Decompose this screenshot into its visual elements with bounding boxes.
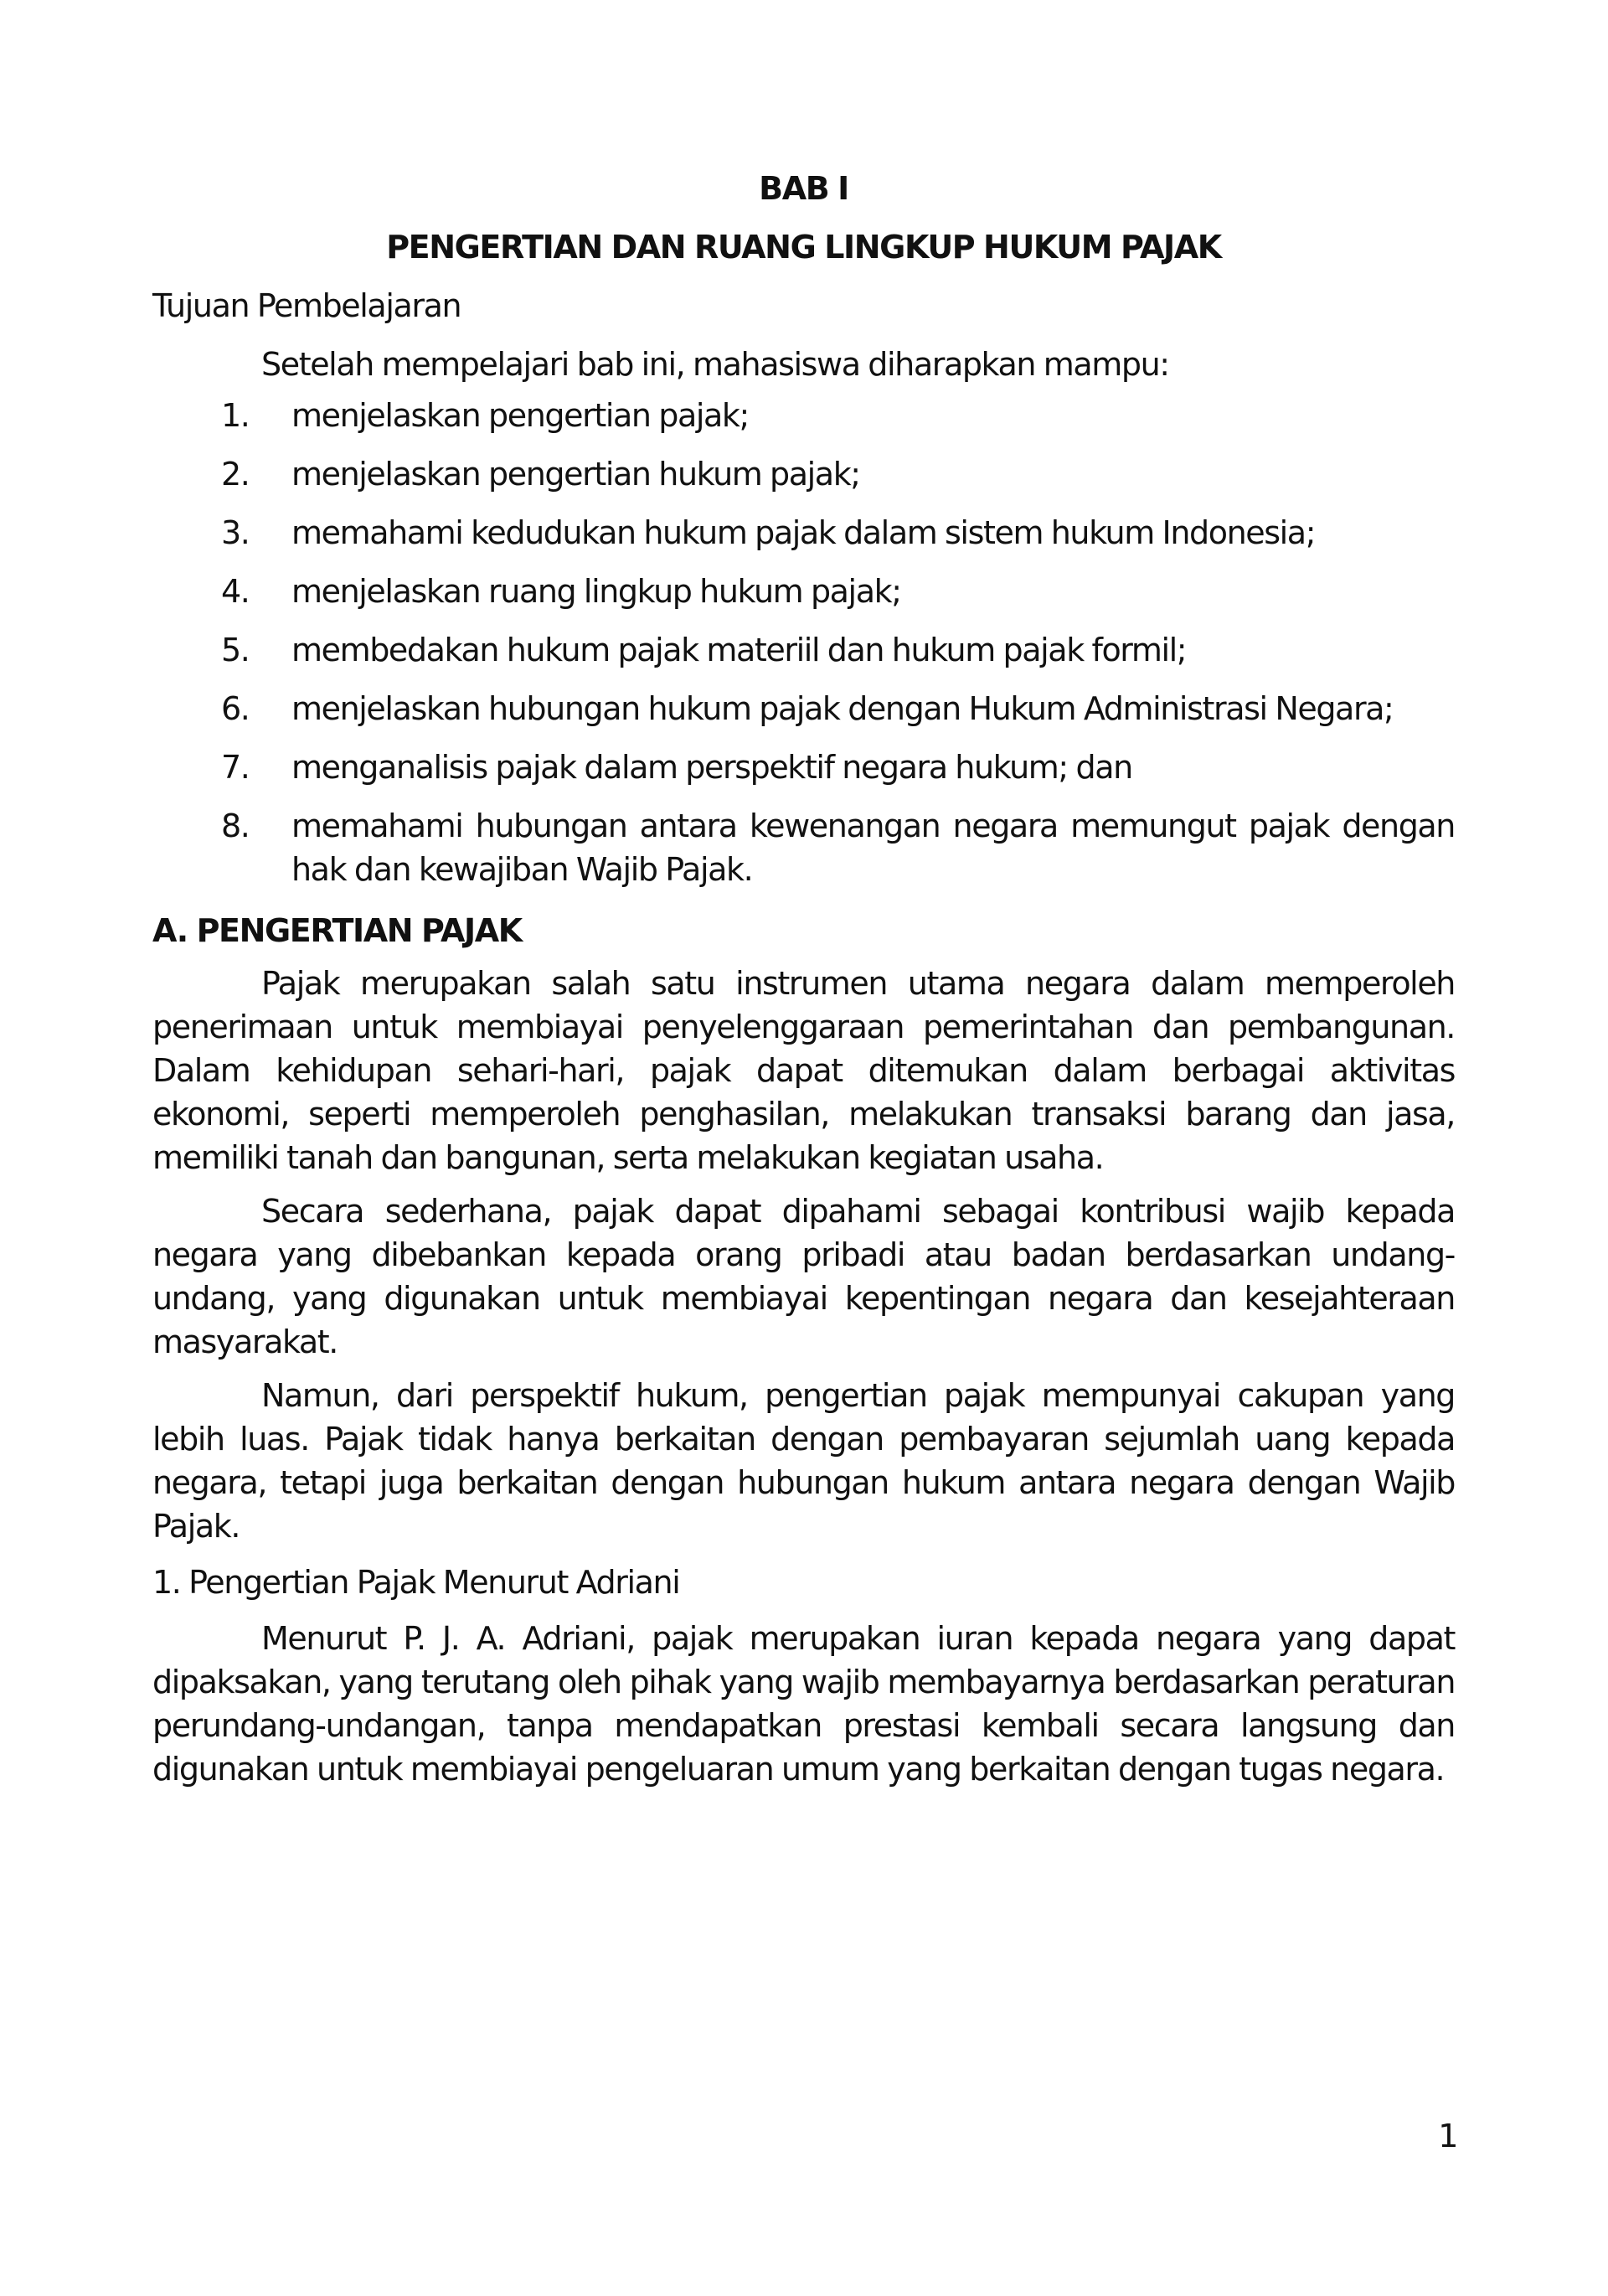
objectives-intro: Setelah mempelajari bab ini, mahasiswa diharapkan mampu: (261, 346, 1169, 383)
body-paragraph: Secara sederhana, pajak dapat dipahami sebagai kontribusi wajib kepada negara yang dibebankan kepada orang pribadi atau badan berdasarkan undang-undang, yang digunakan untuk membiayai kepentingan negara dan kesejahteraan masyarakat. (152, 1193, 1455, 1360)
list-number: 3. (221, 514, 250, 551)
list-text: memahami kedudukan hukum pajak dalam sistem hukum Indonesia; (291, 514, 1316, 551)
list-number: 2. (221, 456, 250, 493)
list-text: menjelaskan pengertian hukum pajak; (291, 456, 860, 493)
list-item (152, 628, 1455, 672)
chapter-label: BAB I (759, 170, 848, 207)
list-number: 8. (221, 807, 250, 844)
list-item (152, 570, 1455, 613)
list-text: menjelaskan hubungan hukum pajak dengan Hukum Administrasi Negara; (291, 690, 1394, 727)
chapter-title: PENGERTIAN DAN RUANG LINGKUP HUKUM PAJAK (386, 229, 1221, 266)
body-paragraph: Pajak merupakan salah satu instrumen utama negara dalam memperoleh penerimaan untuk membiayai penyelenggaraan pemerintahan dan pembangunan. Dalam kehidupan sehari-hari, pajak dapat ditemukan dalam berbagai aktivitas ekonomi, seperti memperoleh penghasilan, melakukan transaksi barang dan jasa, memiliki tanah dan bangunan, serta melakukan kegiatan usaha. (152, 965, 1455, 1176)
objectives-list (152, 394, 1455, 891)
list-item (152, 746, 1455, 789)
list-text: menjelaskan pengertian pajak; (291, 397, 749, 434)
subsection-heading: 1. Pengertian Pajak Menurut Adriani (152, 1564, 680, 1601)
document-page (152, 159, 1455, 1801)
body-paragraph: Namun, dari perspektif hukum, pengertian pajak mempunyai cakupan yang lebih luas. Pajak tidak hanya berkaitan dengan pembayaran sejumlah uang kepada negara, tetapi juga berkaitan dengan hubungan hukum antara negara dengan Wajib Pajak. (152, 1377, 1455, 1545)
list-item (152, 687, 1455, 730)
list-number: 7. (221, 749, 250, 786)
list-item (152, 804, 1455, 891)
list-number: 4. (221, 573, 250, 610)
list-item (152, 452, 1455, 496)
list-text: membedakan hukum pajak materiil dan hukum pajak formil; (291, 632, 1187, 668)
list-item (152, 394, 1455, 437)
list-number: 6. (221, 690, 250, 727)
list-number: 1. (221, 397, 250, 434)
list-item (152, 511, 1455, 555)
objectives-heading: Tujuan Pembelajaran (152, 287, 461, 324)
list-text: memahami hubungan antara kewenangan negara memungut pajak dengan hak dan kewajiban Wajib Pajak. (291, 807, 1455, 888)
page-number: 1 (1438, 2118, 1457, 2154)
section-heading: A. PENGERTIAN PAJAK (152, 912, 522, 949)
list-number: 5. (221, 632, 250, 668)
body-paragraph: Menurut P. J. A. Adriani, pajak merupakan iuran kepada negara yang dapat dipaksakan, yang terutang oleh pihak yang wajib membayarnya berdasarkan peraturan perundang-undangan, tanpa mendapatkan prestasi kembali secara langsung dan digunakan untuk membiayai pengeluaran umum yang berkaitan dengan tugas negara. (152, 1620, 1455, 1788)
list-text: menganalisis pajak dalam perspektif negara hukum; dan (291, 749, 1132, 786)
list-text: menjelaskan ruang lingkup hukum pajak; (291, 573, 901, 610)
